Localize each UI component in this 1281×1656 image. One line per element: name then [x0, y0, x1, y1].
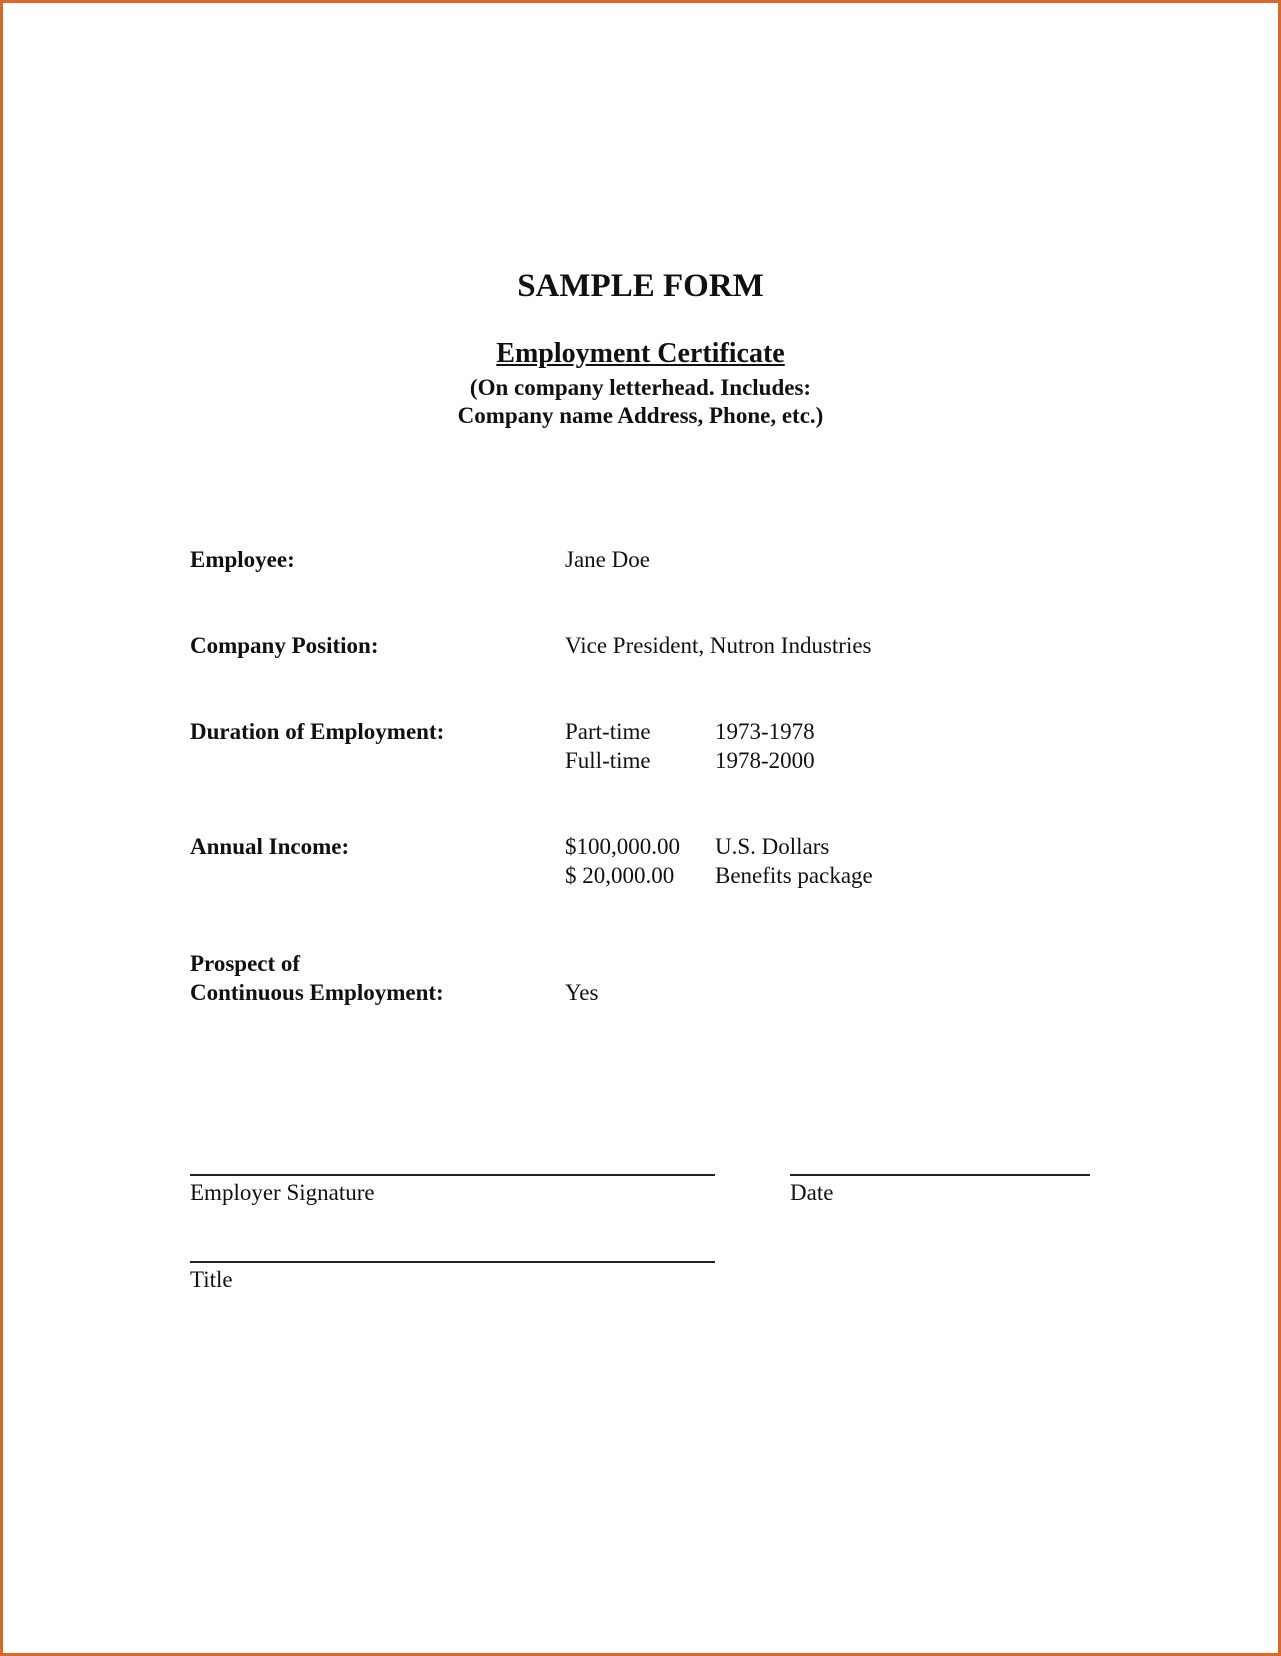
income-description-1: U.S. Dollars	[715, 834, 830, 859]
title-line	[190, 1261, 715, 1263]
date-label: Date	[790, 1180, 834, 1205]
prospect-label-line1: Prospect of	[190, 951, 301, 976]
date-line	[790, 1174, 1090, 1176]
letterhead-note-line2: Company name Address, Phone, etc.)	[457, 403, 824, 428]
position-label: Company Position:	[190, 633, 379, 658]
income-amount-2: $ 20,000.00	[565, 863, 675, 888]
form-title: SAMPLE FORM	[517, 268, 764, 304]
duration-years-1: 1973-1978	[715, 719, 815, 744]
duration-years-2: 1978-2000	[715, 748, 815, 773]
income-label: Annual Income:	[190, 834, 350, 859]
employee-value: Jane Doe	[565, 547, 650, 572]
position-value: Vice President, Nutron Industries	[565, 633, 872, 658]
duration-type-2: Full-time	[565, 748, 651, 773]
duration-type-1: Part-time	[565, 719, 651, 744]
prospect-label-line2: Continuous Employment:	[190, 980, 444, 1005]
income-description-2: Benefits package	[715, 863, 873, 888]
employer-signature-label: Employer Signature	[190, 1180, 375, 1205]
letterhead-note-line1: (On company letterhead. Includes:	[469, 375, 812, 400]
prospect-value: Yes	[565, 980, 599, 1005]
title-label: Title	[190, 1267, 233, 1292]
employer-signature-line	[190, 1174, 715, 1176]
certificate-heading: Employment Certificate	[496, 338, 785, 369]
income-amount-1: $100,000.00	[565, 834, 680, 859]
employee-label: Employee:	[190, 547, 295, 572]
duration-label: Duration of Employment:	[190, 719, 445, 744]
